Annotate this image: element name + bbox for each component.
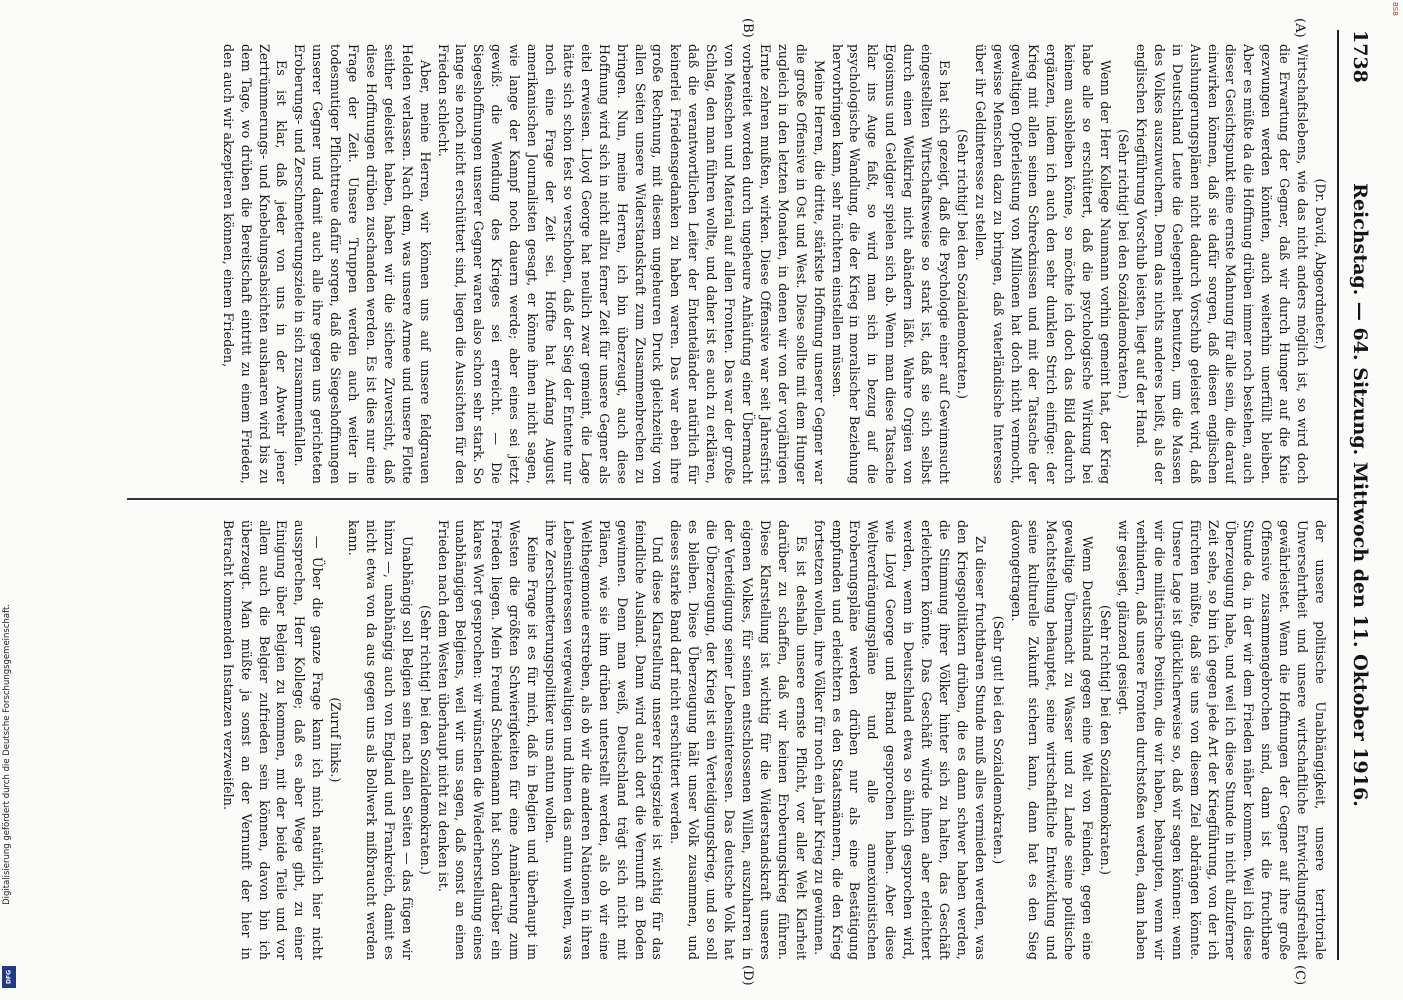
margin-marker-b: (B) — [740, 18, 755, 38]
interjection: (Zuruf links.) — [328, 697, 344, 783]
margin-marker-c: (C) — [1292, 965, 1307, 986]
interjection: (Sehr richtig! bei den Sozialdemokraten.) — [1098, 605, 1114, 875]
paragraph: Wenn Deutschland gegen eine Welt von Feinden, gegen eine gewaltige Übermacht zu Wasser und zu Lande seine politische Machtstellung behauptet, seine wirtschaftliche Entwicklung und seine kulturelle Zukunft sichern kann, dann hat es den Sieg davongetragen. — [1008, 520, 1096, 960]
paragraph: Meine Herren, die dritte, stärkste Hoffnung unserer Gegner war die große Offensive in Ost und West. Diese sollte mit dem Hunger zugleich in den letzten Monaten, in denen wir von der vorjährigen Ernte zehren mußten, wirken. Diese Offensive war seit Jahresfrist vorbereitet worden durch ungeheure Anhäufung einer Übermacht von Menschen und Material auf allen Fronten. Das war der große Schlag, den man führen wollte, und daher ist es auch zu erklären, daß die verantwortlichen Leiter der Ententeländer natürlich für keinerlei Friedensgedanken zu haben waren. Das war eben ihre große Rechnung, mit diesem ungeheuren Druck gleichzeitig von allen Seiten unsere Widerstandskraft zum Zusammenbrechen zu bringen. Nun, meine Herren, ich bin überzeugt, auch diese Hoffnung wird sich in nicht allzu ferner Zeit für unsere Gegner als eitel erweisen. Lloyd George hat neulich zwar gemeint, die Lage hätte sich schon fest so verschoben, daß der Sieg der Entente nur noch eine Frage der Zeit sei. Hoffte hat Anfang August amerikanischen Journalisten gesagt, er könne ihnen nicht sagen, wie lange der Kampf noch dauern werde; aber eines sei jetzt gewiß: die Wendung des Krieges sei erreicht. — Die Siegeshoffnungen unserer Gegner waren also schon sehr stark. So lange sie noch nicht erschüttert sind, liegen die Aussichten für den Frieden schlecht. — [435, 44, 827, 484]
paragraph: Wirtschaftslebens, wie das nicht anders möglich ist, so wird doch die Erwartung der Gegner, daß wir durch Hunger auf die Knie gezwungen werden könnten, auch weiterhin unerfüllt bleiben. Aber es müßte da die Hoffnung drüben immer noch bestehen, auch dieser Gesichtspunkt eine ernste Mahnung für alle sein, die darauf einwirken können, daß sie dafür sorgen, daß diesen englischen Aushungerungsplänen nicht dadurch Vorschub geleistet wird, daß in Deutschland Leute die Gelegenheit benutzen, um die Massen des Volkes auszuwuchern. Denn das nichts anderes heißt, als der englischen Kriegführung Vorschub leisten, liegt auf der Hand. — [1133, 44, 1311, 484]
margin-marker-d: (D) — [740, 965, 755, 986]
page-header — [1345, 30, 1371, 960]
paragraph: Keine Frage ist es für mich, daß in Belgien und überhaupt im Westen die größten Schwierigkeiten für eine Annäherung zum Frieden liegen. Mein Freund Scheidemann hat schon darüber ein klares Wort gesprochen: wir wünschen die Wiederherstellung eines unabhängigen Belgiens, weil wir uns sagen, daß sonst an einen Frieden nach dem Westen überhaupt nicht zu denken ist. — [435, 520, 541, 960]
header-rule — [1337, 30, 1339, 960]
dfg-logo-icon: DFG — [2, 966, 16, 988]
left-column — [124, 44, 1329, 484]
page-title: Reichstag. — 64. Sitzung. Mittwoch den 11. Oktober 1916. — [1349, 183, 1371, 807]
margin-marker-a: (A) — [1292, 18, 1307, 38]
paragraph: Und diese Klarstellung unserer Kriegsziele ist wichtig für das feindliche Ausland. Dann wird auch dort die Vernunft an Boden gewinnen. Denn man weiß, Deutschland trägt sich nicht mit Plänen, wie sie ihm drüben unterstellt werden, als ob wir eine Welthegemonie erstreben, als ob wir die anderen Nationen in ihren Lebensinteressen vergewaltigen und ihnen das antun wollten, was ihre Zerschmetterungspolitiker uns antun wollen. — [543, 520, 666, 960]
interjection: (Sehr richtig! bei den Sozialdemokraten.) — [1116, 129, 1132, 399]
library-mark: BSB — [1391, 2, 1399, 16]
right-column — [124, 520, 1329, 960]
paragraph: — Über die ganze Frage kann ich mich natürlich hier nicht aussprechen, Herr Kollege; daß es aber Wege gibt, zu einer Einigung über Belgien zu kommen, mit der beide Teile und vor allem auch die Belgier zufrieden sein können, davon bin ich überzeugt. Man müßte ja sonst an der Vernunft der hier in Betracht kommenden Instanzen verzweifeln. — [220, 520, 326, 960]
paragraph: Aber, meine Herren, wir können uns auf unsere feldgrauen Helden verlassen. Nach dem, was unsere Armee und unsere Flotte seither geleistet haben, haben wir die sichere Zuversicht, daß diese Hoffnungen drüben zuschanden werden. Es ist dies nur eine Frage der Zeit. Unsere Truppen werden auch weiter in todesmutiger Pflichttreue dafür sorgen, daß die Siegeshoffnungen unserer Gegner und damit auch alle ihre gegen uns gerichteten Eroberungs- und Zerschmetterungsziele in sich zusammenfallen. — [292, 44, 433, 484]
interjection: (Sehr richtig! bei den Sozialdemokraten.) — [417, 605, 433, 875]
paragraph: Wenn der Herr Kollege Naumann vorhin gemeint hat, der Krieg habe alle so erschüttert, daß die psychologische Wirkung bei keinem ausbleiben könne, so möchte ich doch das Bild dadurch ergänzen, indem ich auch den sehr dunklen Strich einfüge: der Krieg mit allen seinen Schrecknissen und mit der Tatsache der gewaltigen Opferleistung von Millionen hat doch nicht vermocht, gewisse Menschen dazu zu bringen, daß vaterländische Interesse über ihr Geldinteresse zu stellen. — [972, 44, 1114, 484]
digitization-credit: Digitalisierung gefördert durch die Deutsche Forschungsgemeinschaft. — [2, 604, 12, 905]
column-divider — [127, 498, 1337, 500]
paragraph: Es ist klar, daß jeder von uns in der Abwehr jener Zertrümmerungs- und Knebelungsabsichten aushaaren wird bis zu dem Tage, wo drüben die Bereitschaft eintritt zu einem Frieden, den auch wir akzeptieren können, einem Frieden, — [220, 44, 290, 484]
paragraph: Unabhängig soll Belgien sein nach allen Seiten — das fügen wir hinzu —, unabhängig auch von England und Frankreich, damit es nicht etwa von da aus gegen uns als Bollwerk mißbraucht werden kann. — [346, 520, 415, 960]
paragraph: Zu dieser fruchtbaren Stunde muß alles vermieden werden, was den Kriegspolitikern drüben, die es dann schwer haben werden, die Stimmung ihrer Völker hinter sich zu halten, das Geschäft erleichtern könnte. Das Geschäft würde ihnen aber erleichtert werden, wenn in Deutschland etwa so ähnlich gesprochen wird, wie Lloyd George und Briand gesprochen haben. Aber diese Weltverdrängungspläne und alle annexionistischen Eroberungspläne werden drüben nur als eine Bestätigung empfunden und erleichtern es den Staatsmännern, die den Krieg fortsetzen wollen, ihre Völker für noch ein Jahr Krieg zu gewinnen. — [811, 520, 988, 960]
speaker-line: (Dr. David, Abgeordneter.) — [1313, 178, 1328, 350]
interjection: (Sehr gut! bei den Sozialdemokraten.) — [990, 615, 1006, 865]
paragraph: der unsere politische Unabhängigkeit, unsere territoriale Unversehrtheit und unsere wirtschaftliche Entwicklungsfreiheit gewährleistet. Wenn die Hoffnungen der Gegner auf ihre große Offensive zusammengebrochen sind, dann ist die fruchtbare Stunde da, in der wir dem Frieden näher kommen. Weil ich diese Überzeugung habe, und weil ich diese Stunde in nicht allzuferner Zeit sehe, so bin ich gegen jede Art der Kriegführung, von der ich fürchten müßte, daß sie uns von diesem Ziel abdrängen könnte. Unsere Lage ist glücklicherweise so, daß wir sagen können: wenn wir die militärische Position, die wir haben, behaupten, wenn wir verhindern, daß unsere Fronten durchstoßen werden, dann haben wir gesiegt, glänzend gesiegt. — [1116, 520, 1328, 960]
interjection: (Sehr richtig! bei den Sozialdemokraten.) — [954, 129, 970, 399]
page-number: 1738 — [1349, 30, 1371, 83]
paragraph: Es ist deshalb unsere ernste Pflicht, vor aller Welt Klarheit darüber zu schaffen, daß wir keinen Eroberungskrieg führen. Diese Klarstellung ist wichtig für die Widerstandskraft unseres eigenen Volkes, für seinen entschlossenen Willen, auszuharren in der Verteidigung seiner Lebensinteressen. Das deutsche Volk hat die Überzeugung, der Krieg ist ein Verteidigungskrieg, und so soll es bleiben. Diese Überzeugung hält unser Volk zusammen, und dieses starke Band darf nicht erschüttert werden. — [668, 520, 809, 960]
paragraph: Es hat sich gezeigt, daß die Psychologie einer auf Gewinnsucht eingestellten Wirtschaftsweise so stark ist, daß sie sich selbst durch einen Weltkrieg nicht abändern läßt. Wahre Orgien von Egoismus und Geldgier spielen sich ab. Wenn man diese Tatsache klar ins Auge faßt, so wird man sich in bezug auf die psychologische Wandlung, die der Krieg in moralischer Beziehung hervorbringen kann, sehr nüchtern einstellen müssen. — [829, 44, 952, 484]
